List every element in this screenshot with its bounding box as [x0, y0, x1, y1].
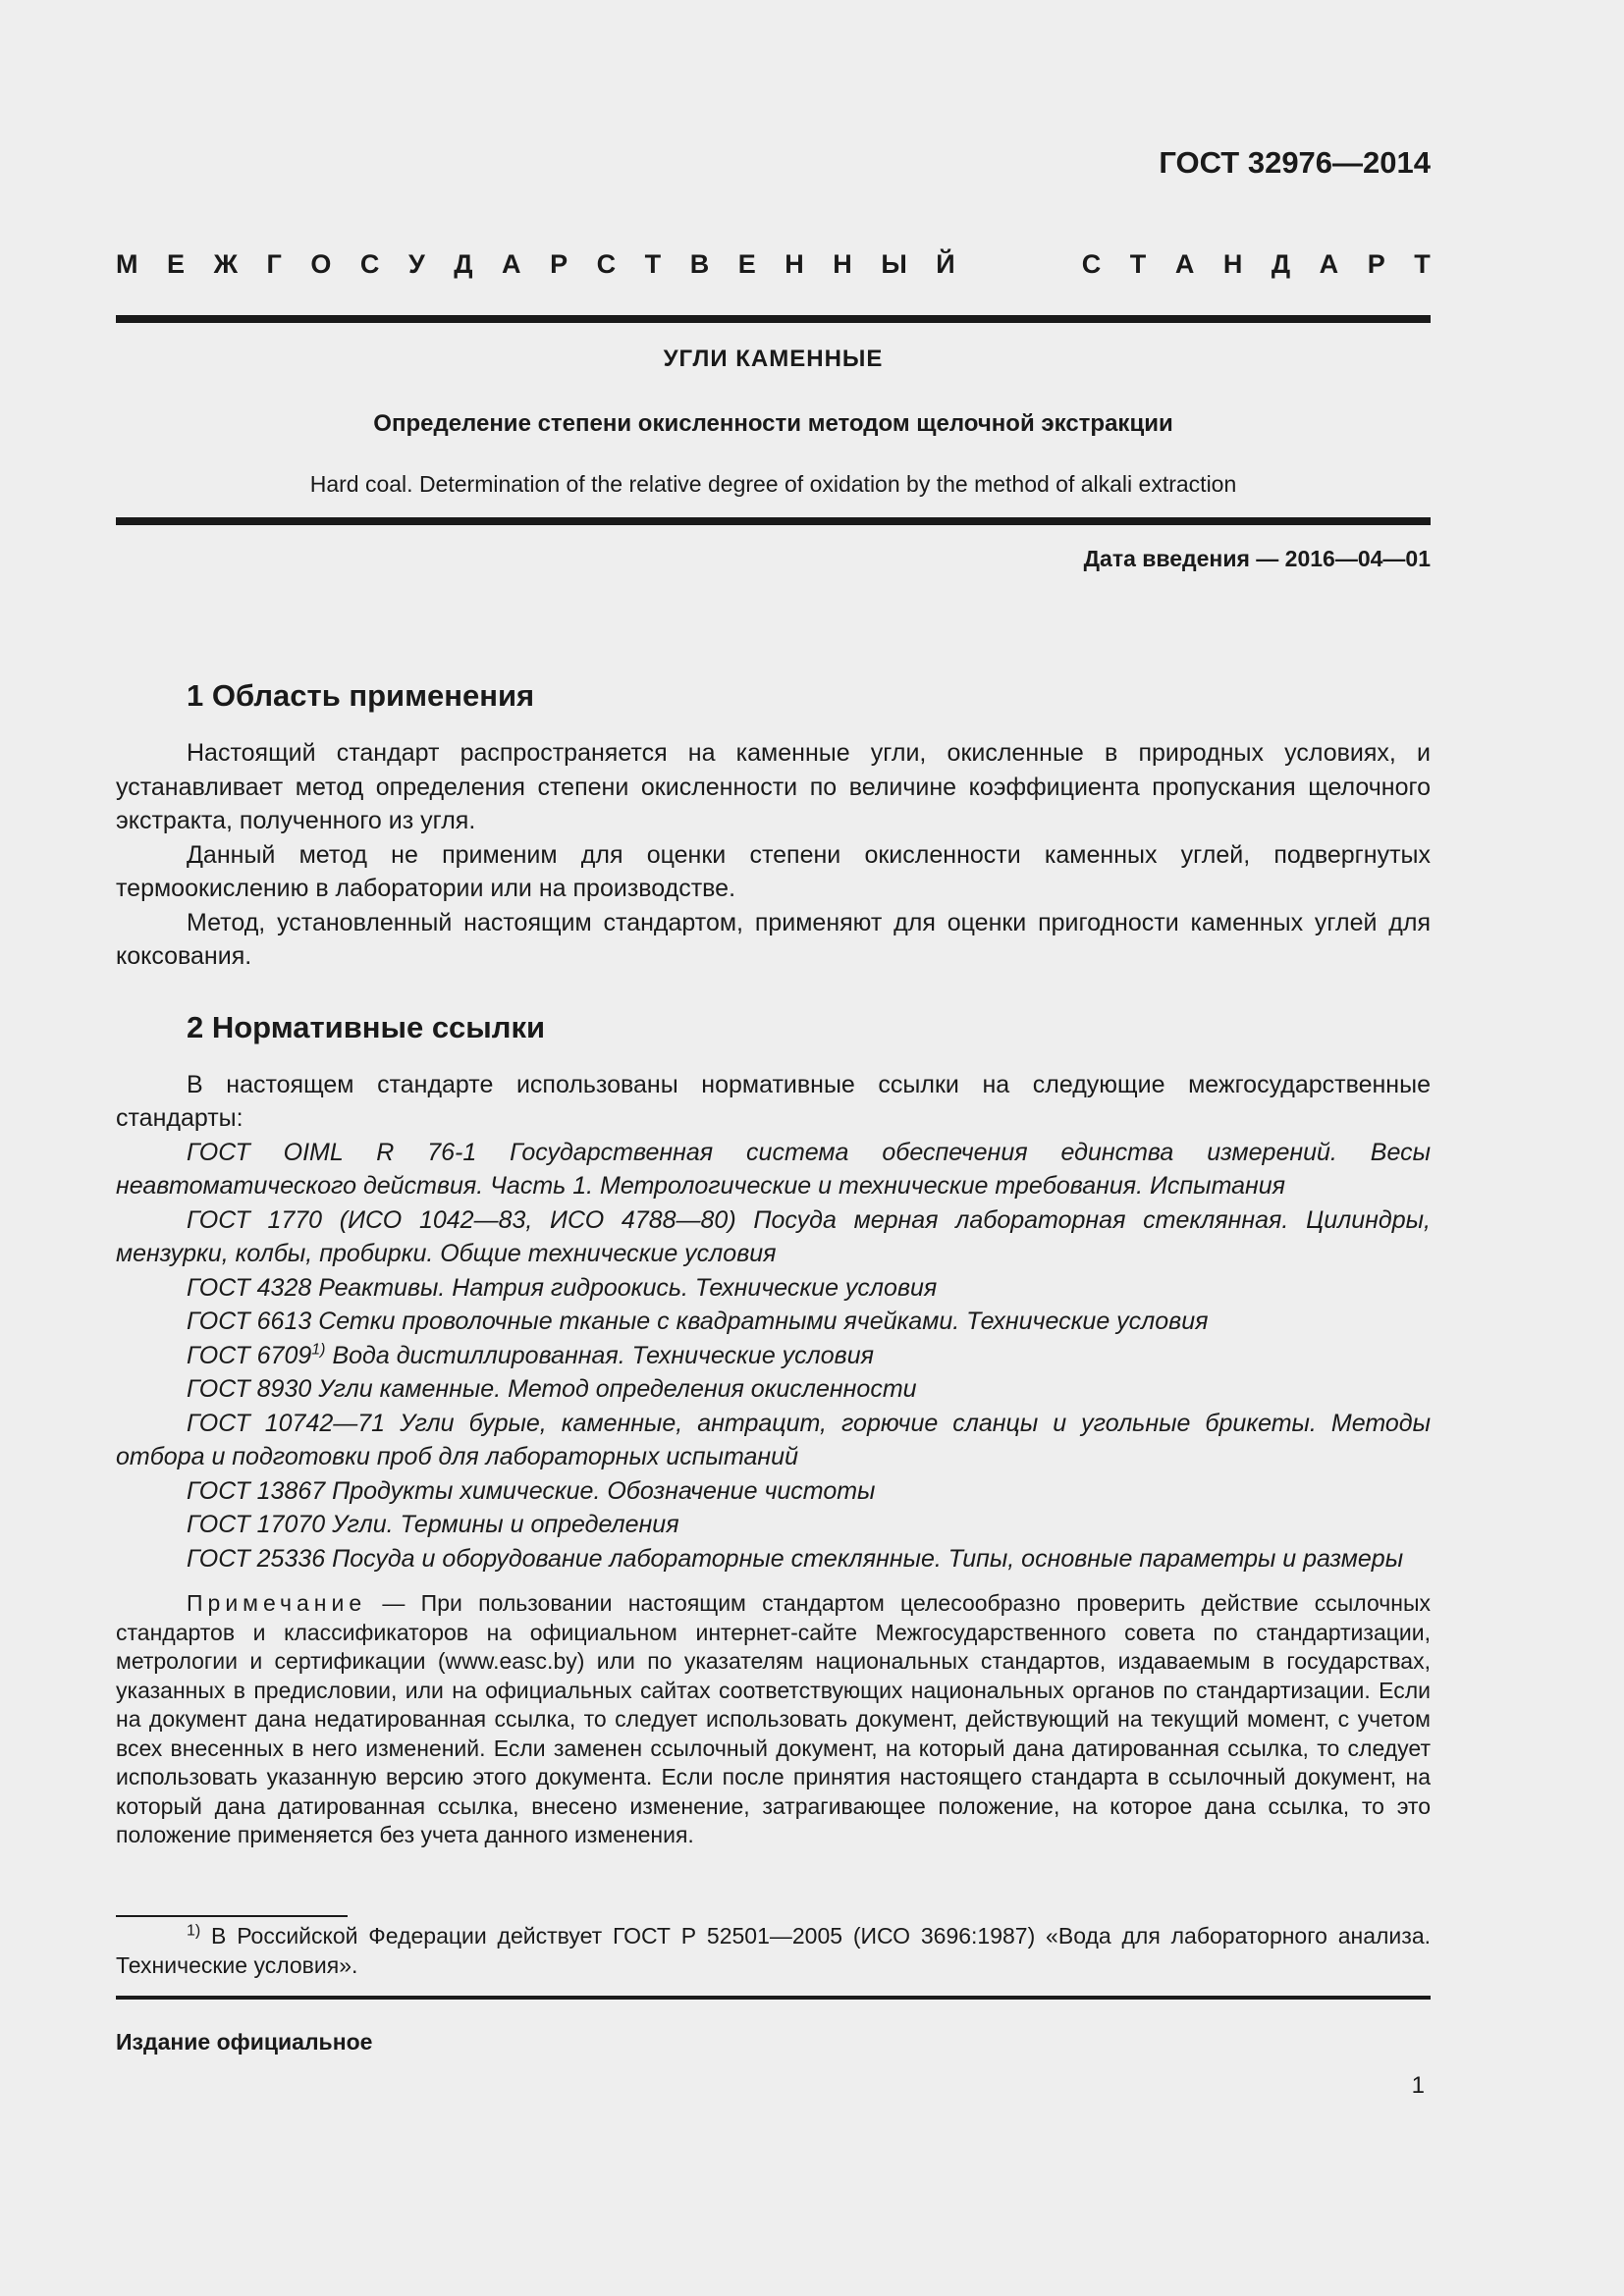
banner-letter: В — [689, 249, 710, 279]
page-number: 1 — [1411, 2072, 1425, 2099]
banner-letter: Е — [737, 249, 756, 279]
footnote-rule — [116, 1915, 348, 1917]
banner-letter: Т — [644, 249, 662, 279]
normative-reference: ГОСТ 17070 Угли. Термины и определения — [187, 1511, 679, 1538]
section-1-paragraph: Данный метод не применим для оценки степени окисленности каменных углей, подвергнутых термоокислению в лаборатории или на производстве. — [116, 840, 1431, 902]
section-2-heading: 2 Нормативные ссылки — [187, 1009, 546, 1044]
banner-letter: Р — [1367, 249, 1385, 279]
banner-letter: Д — [1271, 249, 1291, 279]
banner-letter: Ж — [213, 249, 238, 279]
section-2-intro: В настоящем стандарте использованы нормативные ссылки на следующие межгосударственные стандарты: — [116, 1070, 1431, 1132]
reference-title: Вода дистиллированная. Технические условия — [325, 1341, 874, 1369]
banner-letter: С — [359, 249, 380, 279]
footnote-text: В Российской Федерации действует ГОСТ Р 52501—2005 (ИСО 3696:1987) «Вода для лабораторного анализа. Технические условия». — [116, 1923, 1431, 1978]
reference-code: ГОСТ 6709 — [187, 1341, 312, 1369]
note — [116, 1589, 1431, 1850]
banner-letter: Р — [550, 249, 568, 279]
normative-reference: ГОСТ 13867 Продукты химические. Обозначение чистоты — [187, 1476, 876, 1505]
banner-letter: С — [596, 249, 617, 279]
banner-letter: Т — [1414, 249, 1431, 279]
normative-reference: ГОСТ OIML R 76-1 Государственная система обеспечения единства измерений. Весы неавтоматического действия. Часть 1. Метрологические и технические требования. Испытания — [116, 1138, 1431, 1200]
normative-reference: ГОСТ 1770 (ИСО 1042—83, ИСО 4788—80) Посуда мерная лабораторная стеклянная. Цилиндры, мензурки, колбы, пробирки. Общие технические условия — [116, 1205, 1431, 1267]
gost-number: ГОСТ 32976—2014 — [1159, 145, 1431, 180]
normative-reference: ГОСТ 25336 Посуда и оборудование лабораторные стеклянные. Типы, основные параметры и размеры — [187, 1544, 1404, 1573]
banner-letter: У — [407, 249, 425, 279]
section-1-heading: 1 Область применения — [187, 678, 535, 713]
normative-reference: ГОСТ 4328 Реактивы. Натрия гидроокись. Технические условия — [187, 1273, 938, 1302]
title-top-rule — [116, 315, 1431, 323]
banner-letter: Г — [266, 249, 282, 279]
banner-letter: Ы — [881, 249, 907, 279]
banner-word-gap — [984, 249, 1053, 280]
footnote-marker: 1) — [311, 1341, 326, 1359]
introduction-date: Дата введения — 2016—04—01 — [1083, 546, 1431, 571]
normative-reference — [116, 1339, 1431, 1373]
footnote-marker: 1) — [187, 1922, 201, 1940]
banner-letter: Й — [936, 249, 955, 279]
document-body — [116, 675, 1431, 1850]
banner-letter: Н — [833, 249, 852, 279]
section-1-paragraph: Метод, установленный настоящим стандартом, применяют для оценки пригодности каменных углей для коксования. — [116, 908, 1431, 970]
banner-letter: А — [1319, 249, 1339, 279]
interstate-standard-banner — [116, 249, 1431, 280]
title-bottom-rule — [116, 517, 1431, 525]
banner-letter: Т — [1129, 249, 1147, 279]
document-title-english: Hard coal. Determination of the relative degree of oxidation by the method of alkali extraction — [309, 471, 1237, 497]
section-1-paragraph: Настоящий стандарт распространяется на каменные угли, окисленные в природных условиях, и устанавливает метод определения степени окисленности по величине коэффициента пропускания щелочного экстракта, полученного из угля. — [116, 739, 1431, 834]
footnote — [116, 1921, 1431, 1980]
document-title: УГЛИ КАМЕННЫЕ — [663, 346, 884, 372]
banner-letter: Е — [167, 249, 186, 279]
note-label: Примечание — [187, 1590, 367, 1616]
normative-reference: ГОСТ 8930 Угли каменные. Метод определения окисленности — [187, 1375, 917, 1403]
banner-letter: М — [116, 249, 138, 279]
banner-letter: А — [502, 249, 521, 279]
normative-reference: ГОСТ 6613 Сетки проволочные тканые с квадратными ячейками. Технические условия — [187, 1308, 1209, 1335]
banner-letter: О — [310, 249, 332, 279]
note-text: — При пользовании настоящим стандартом целесообразно проверить действие ссылочных стандартов и классификаторов на официальном интернет-сайте Межгосударственного совета по стандартизации, метрологии и сертификации (www.easc.by) или по указателям национальных стандартов, издаваемым в государствах, указанных в предисловии, или на официальных сайтах соответствующих национальных органов по стандартизации. Если на документ дана недатированная ссылка, то следует использовать документ, действующий на текущий момент, с учетом всех внесенных в него изменений. Если заменен ссылочный документ, на который дана датированная ссылка, то следует использовать указанную версию этого документа. Если после принятия настоящего стандарта в ссылочный документ, на который дана датированная ссылка, внесено изменение, затрагивающее положение, на которое дана ссылка, то это положение применяется без учета данного изменения. — [116, 1590, 1431, 1847]
banner-letter: Д — [454, 249, 473, 279]
official-edition-label: Издание официальное — [116, 2029, 373, 2055]
banner-letter: А — [1174, 249, 1195, 279]
banner-letter: Н — [1222, 249, 1243, 279]
banner-letter: Н — [785, 249, 804, 279]
normative-reference: ГОСТ 10742—71 Угли бурые, каменные, антрацит, горючие сланцы и угольные брикеты. Методы отбора и подготовки проб для лабораторных испытаний — [116, 1409, 1431, 1470]
banner-letter: С — [1081, 249, 1102, 279]
document-subtitle: Определение степени окисленности методом щелочной экстракции — [373, 410, 1173, 437]
footer-rule — [116, 1996, 1431, 2000]
